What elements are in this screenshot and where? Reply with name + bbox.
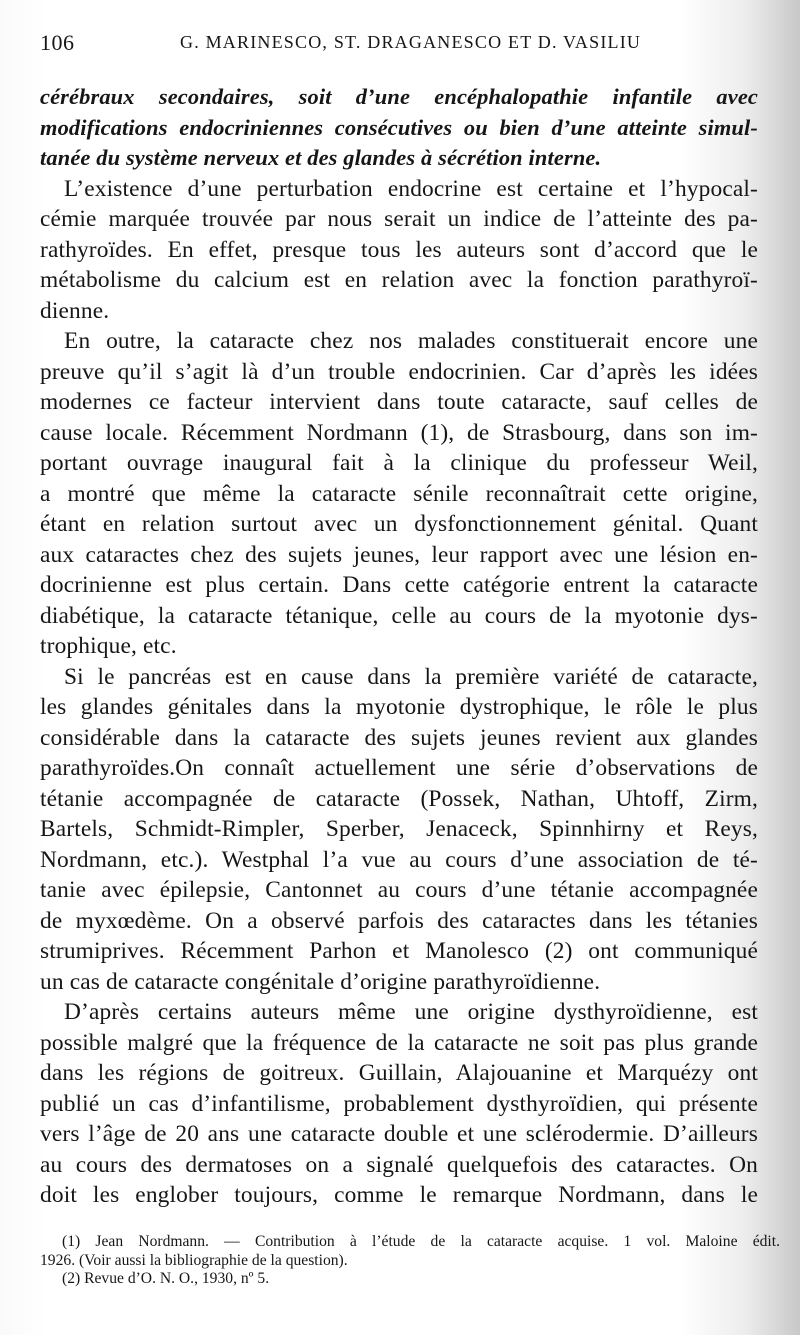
text-line: dienne. [40,297,110,324]
text-line: L’existence d’une perturbation endocrine est certaine et l’hypocal- [64,175,758,202]
text-line: métabolisme du calcium est en relation avec la fonction parathyroï- [40,267,758,293]
text-line: de myxœdème. On a observé parfois des cataractes dans les tétanies [40,907,758,934]
text-line: dans les régions de goitreux. Guillain, Alajouanine et Marquézy ont [40,1060,758,1086]
text-line: tanée du système nerveux et des glandes à sécrétion interne. [40,145,602,170]
text-line: docrinienne est plus certain. Dans cette catégorie entrent la cataracte [40,572,758,598]
text-line: Bartels, Schmidt-Rimpler, Sperber, Jenaceck, Spinnhirny et Reys, [40,816,758,842]
text-line: aux cataractes chez des sujets jeunes, leur rapport avec une lésion en- [40,541,758,568]
text-line: modifications endocriniennes consécutives ou bien d’une atteinte simul- [40,114,758,140]
text-line: Si le pancréas est en cause dans la première variété de cataracte, [64,663,758,690]
text-line: vers l’âge de 20 ans une cataracte double et une sclérodermie. D’ailleurs [40,1121,758,1147]
text-line: trophique, etc. [40,633,177,659]
text-line: tanie avec épilepsie, Cantonnet au cours d’une tétanie accompagnée [40,877,758,903]
text-line: tétanie accompagnée de cataracte (Possek, Nathan, Uhtoff, Zirm, [40,785,758,812]
footnotes [40,1233,780,1289]
text-line: En outre, la cataracte chez nos malades constituerait encore une [64,328,758,354]
text-line: au cours des dermatoses on a signalé quelquefois des cataractes. On [40,1151,758,1178]
text-line: portant ouvrage inaugural fait à la clinique du professeur Weil, [40,450,758,476]
text-line: modernes ce facteur intervient dans toute cataracte, sauf celles de [40,389,758,415]
text-line: publié un cas d’infantilisme, probablement dysthyroïdien, qui présente [40,1090,758,1117]
text-line: Nordmann, etc.). Westphal l’a vue au cours d’une association de té- [40,846,758,873]
text-line: strumiprives. Récemment Parhon et Manolesco (2) ont communiqué [40,938,758,964]
footnote-line: (2) Revue d’O. N. O., 1930, nº 5. [62,1270,270,1287]
text-line: diabétique, la cataracte tétanique, celle au cours de la myotonie dys- [40,602,758,629]
page-header [40,26,740,56]
text-line: cause locale. Récemment Nordmann (1), de Strasbourg, dans son im- [40,419,758,446]
text-line: possible malgré que la fréquence de la cataracte ne soit pas plus grande [40,1029,758,1056]
text-line: cérébraux secondaires, soit d’une encéphalopathie infantile avec [40,84,758,109]
text-line: preuve qu’il s’agit là d’un trouble endocrinien. Car d’après les idées [40,358,758,385]
text-line: D’après certains auteurs même une origine dysthyroïdienne, est [64,999,758,1025]
text-line: parathyroïdes.On connaît actuellement une série d’observations de [40,755,758,781]
text-line: étant en relation surtout avec un dysfonctionnement génital. Quant [40,511,758,537]
body-text [40,82,758,1211]
text-line: les glandes génitales dans la myotonie dystrophique, le rôle le plus [40,694,758,720]
text-line: un cas de cataracte congénitale d’origine parathyroïdienne. [40,968,601,995]
page-number: 106 [40,30,75,55]
text-line: doit les englober toujours, comme le remarque Nordmann, dans le [40,1182,758,1208]
text-line: cémie marquée trouvée par nous serait un indice de l’atteinte des pa- [40,206,758,232]
footnote-line: (1) Jean Nordmann. — Contribution à l’étude de la cataracte acquise. 1 vol. Maloine édit. [62,1233,780,1250]
text-line: considérable dans la cataracte des sujets jeunes revient aux glandes [40,724,758,751]
text-line: a montré que même la cataracte sénile reconnaîtrait cette origine, [40,480,758,507]
running-head: G. MARINESCO, ST. DRAGANESCO ET D. VASILIU [180,32,642,52]
footnote-line: 1926. (Voir aussi la bibliographie de la question). [40,1251,348,1269]
text-line: rathyroïdes. En effet, presque tous les auteurs sont d’accord que le [40,236,758,263]
